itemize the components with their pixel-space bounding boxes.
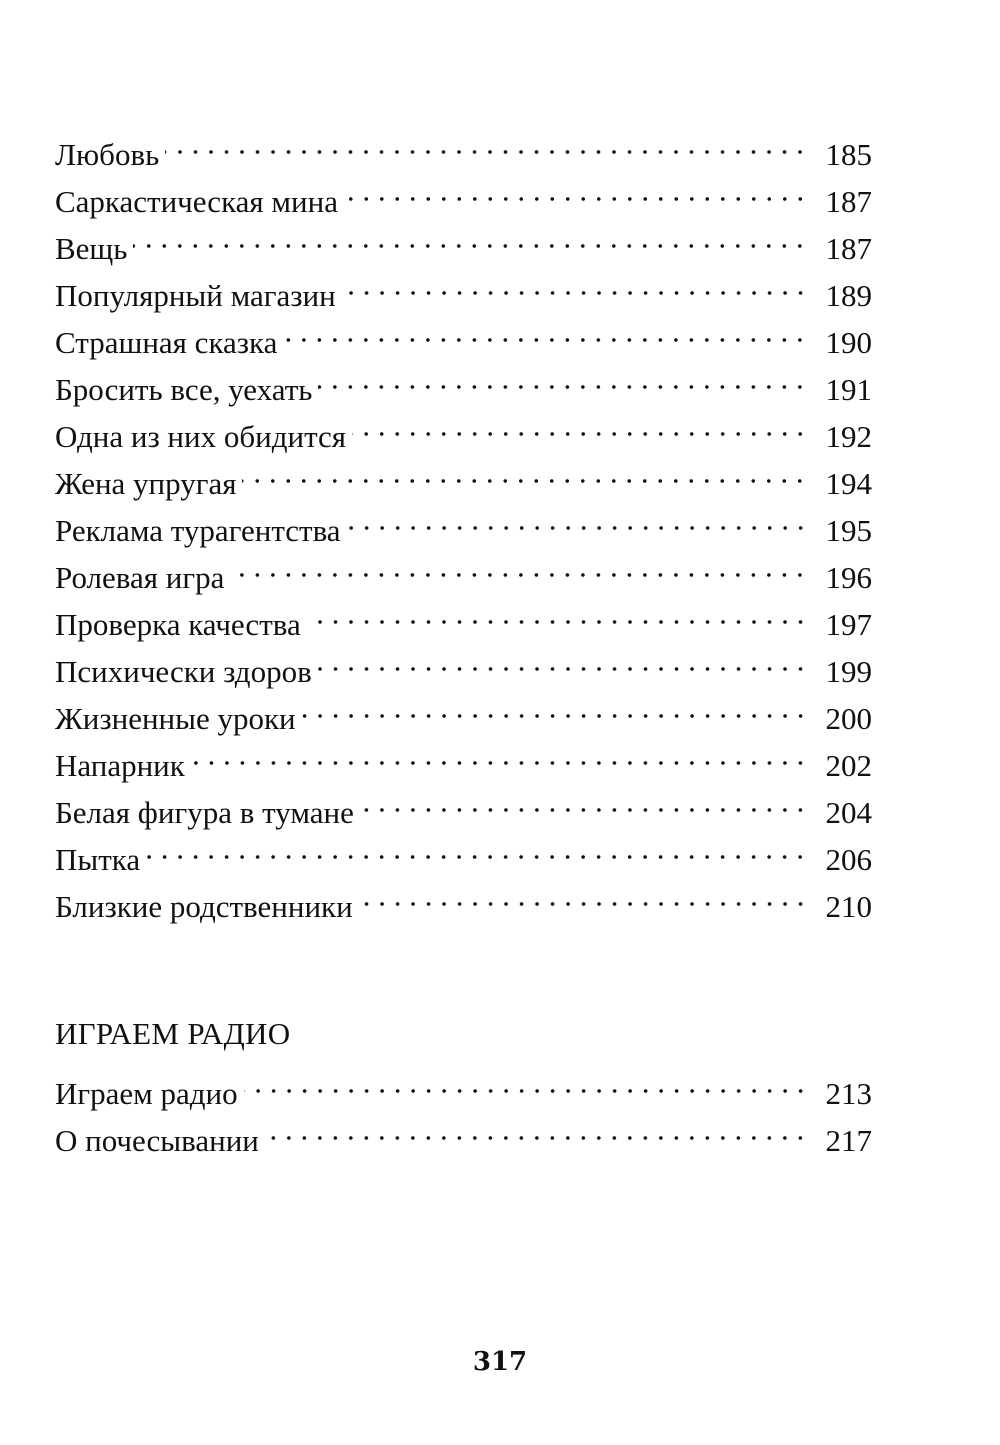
toc-entry-title: Ролевая игра [55, 560, 225, 595]
dot-leader [244, 1057, 808, 1104]
toc-entry-page: 213 [825, 1076, 872, 1111]
toc-entry [55, 118, 872, 172]
dot-leader [342, 259, 808, 306]
dot-leader [352, 400, 808, 447]
toc-entry-title: Любовь [55, 137, 160, 172]
toc-entry-page: 187 [825, 231, 872, 266]
toc-entry-page: 202 [825, 748, 872, 783]
toc-entry-page: 194 [825, 466, 872, 501]
toc-entry [55, 165, 872, 219]
toc-entry-title: Близкие родственники [55, 889, 353, 924]
toc-entry-page: 187 [825, 184, 872, 219]
dot-leader [133, 212, 808, 259]
toc-entry-title: Играем радио [55, 1076, 238, 1111]
toc-entry-page: 204 [825, 795, 872, 830]
dot-leader [242, 447, 808, 494]
toc-entry-page: 200 [825, 701, 872, 736]
toc-entry-page: 191 [825, 372, 872, 407]
dot-leader [344, 165, 808, 212]
toc-section [55, 118, 872, 924]
toc-entry-page: 210 [825, 889, 872, 924]
dot-leader [318, 635, 808, 682]
dot-leader [359, 870, 808, 917]
toc-entry [55, 1057, 872, 1111]
dot-leader [265, 1104, 808, 1151]
dot-leader [347, 494, 808, 541]
dot-leader [318, 353, 808, 400]
toc-entry-page: 189 [825, 278, 872, 313]
page-number: 317 [472, 1347, 528, 1377]
toc-entry-title: Жизненные уроки [55, 701, 296, 736]
toc-entry [55, 823, 872, 877]
toc-entry-page: 217 [825, 1123, 872, 1158]
toc-entry-title: Страшная сказка [55, 325, 278, 360]
toc-entry-page: 192 [825, 419, 872, 454]
dot-leader [230, 541, 808, 588]
toc-entry-page: 206 [825, 842, 872, 877]
dot-leader [146, 823, 808, 870]
toc-entry-title: Реклама турагентства [55, 513, 341, 548]
toc-entry-page: 199 [825, 654, 872, 689]
toc-entry-title: Одна из них обидится [55, 419, 347, 454]
dot-leader [283, 306, 808, 353]
dot-leader [307, 588, 808, 635]
toc-entry-title: Психически здоров [55, 654, 312, 689]
toc-entry-title: Жена упругая [55, 466, 237, 501]
toc-entry-title: Пытка [55, 842, 141, 877]
toc-entry-page: 185 [825, 137, 872, 172]
toc-section [55, 1010, 872, 1158]
toc-entry [55, 212, 872, 266]
toc-entry-title: О почесывании [55, 1123, 259, 1158]
toc-entry-title: Проверка качества [55, 607, 301, 642]
dot-leader [165, 118, 808, 165]
dot-leader [302, 682, 808, 729]
toc-entry-title: Вещь [55, 231, 128, 266]
toc-entry-title: Напарник [55, 748, 185, 783]
toc-entry [55, 259, 872, 313]
toc-entry-page: 195 [825, 513, 872, 548]
section-heading: ИГРАЕМ РАДИО [55, 1016, 291, 1051]
toc-entry-page: 197 [825, 607, 872, 642]
toc-entry-title: Популярный магазин [55, 278, 336, 313]
toc-entry-title: Белая фигура в тумане [55, 795, 354, 830]
dot-leader [191, 729, 808, 776]
dot-leader [360, 776, 808, 823]
toc-entry-title: Саркастическая мина [55, 184, 338, 219]
toc-entry [55, 870, 872, 924]
toc-entry-title: Бросить все, уехать [55, 372, 313, 407]
toc-entry-page: 190 [825, 325, 872, 360]
toc-entry-page: 196 [825, 560, 872, 595]
